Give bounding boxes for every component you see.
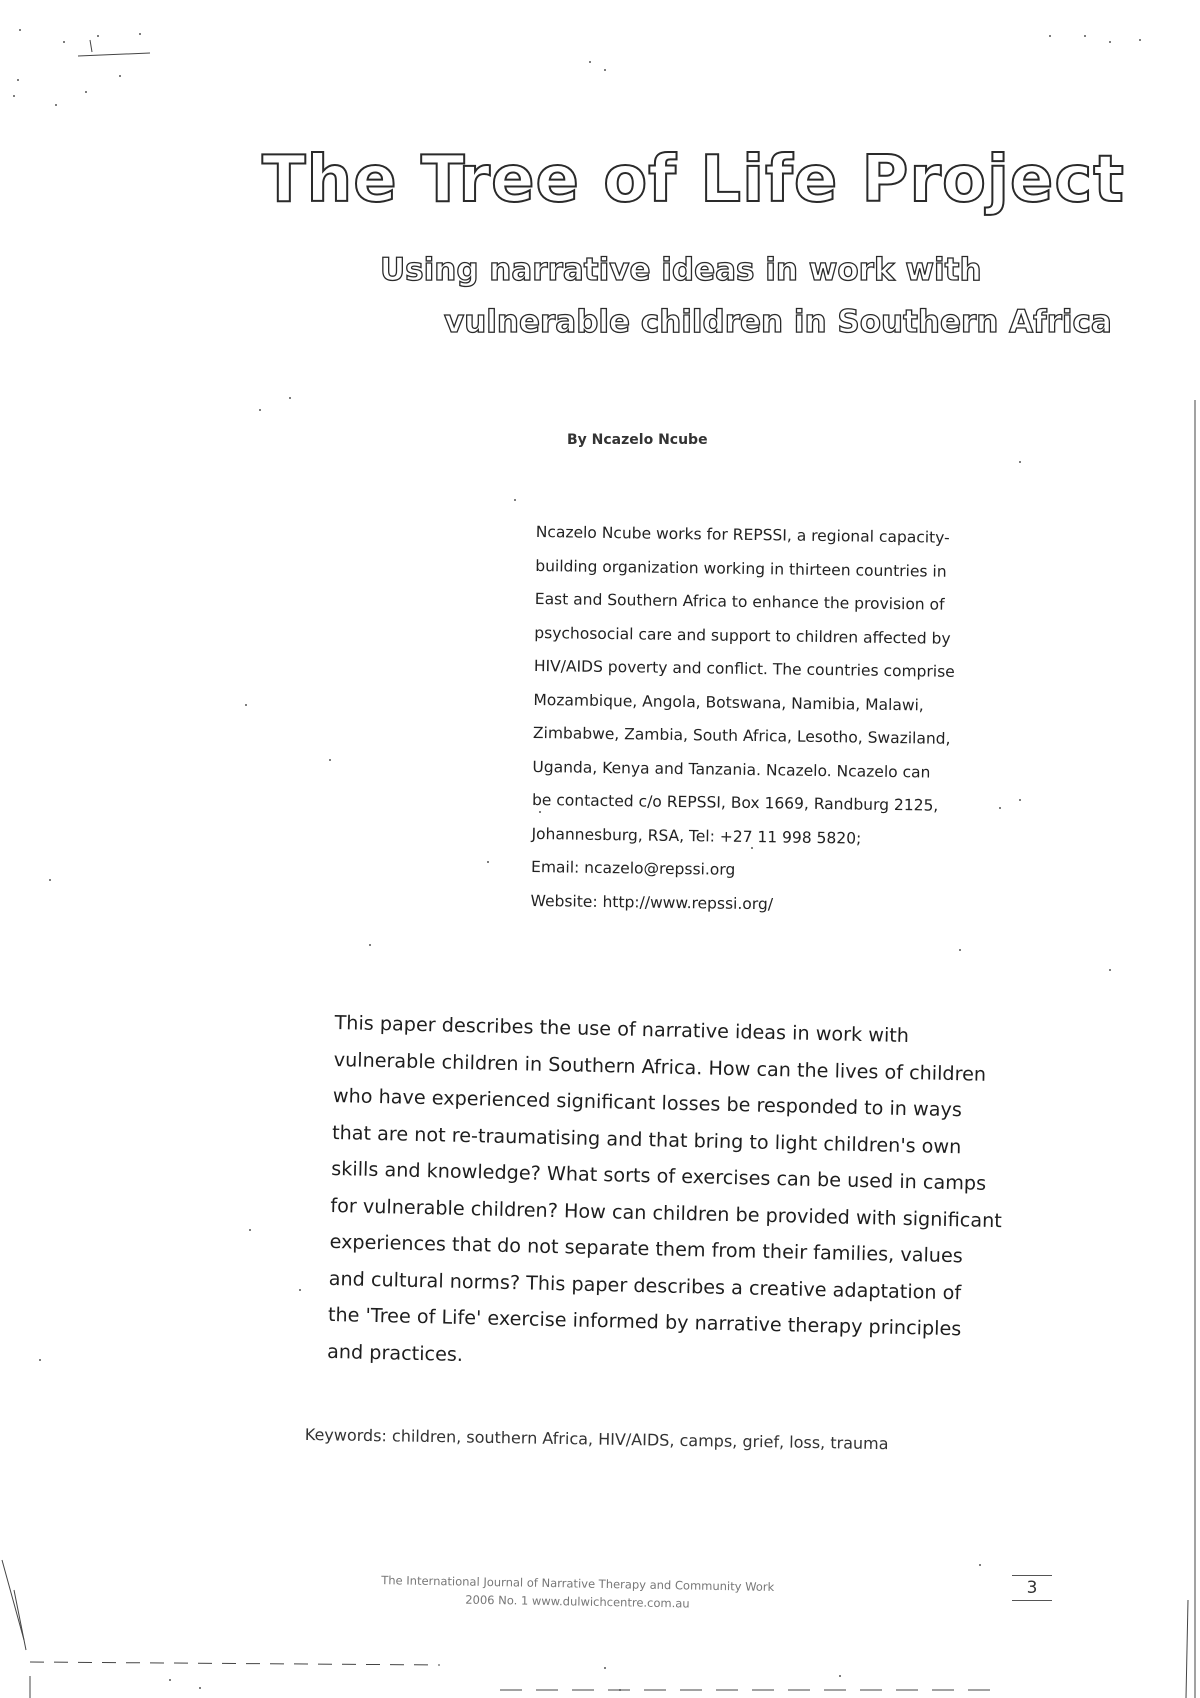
- bio-line: building organization working in thirteen countries in: [535, 556, 947, 581]
- bio-website-line: Website: http://www.repssi.org/: [530, 891, 774, 913]
- abstract: [326, 1005, 1003, 1385]
- author-byline: By Ncazelo Ncube: [567, 432, 708, 448]
- abstract-line: for vulnerable children? How can children be provided with significant: [330, 1193, 1003, 1232]
- bio-line: Uganda, Kenya and Tanzania. Ncazelo. Ncazelo can: [532, 757, 931, 782]
- abstract-line: vulnerable children in Southern Africa. How can the lives of children: [333, 1047, 987, 1086]
- bio-line: be contacted c/o REPSSI, Box 1669, Randburg 2125,: [531, 790, 939, 815]
- abstract-line: skills and knowledge? What sorts of exercises can be used in camps: [331, 1156, 987, 1195]
- footer-journal-name: The International Journal of Narrative Therapy and Community Work: [381, 1573, 775, 1594]
- bio-line: psychosocial care and support to children affected by: [534, 623, 951, 648]
- bio-line: Johannesburg, RSA, Tel: +27 11 998 5820;: [531, 824, 862, 848]
- article-title: The Tree of Life Project: [262, 143, 1125, 217]
- abstract-line: and cultural norms? This paper describes a creative adaptation of: [328, 1266, 962, 1304]
- bio-line: Mozambique, Angola, Botswana, Namibia, Malawi,: [533, 690, 924, 714]
- abstract-line: the 'Tree of Life' exercise informed by narrative therapy principles: [327, 1302, 962, 1341]
- author-bio: [530, 516, 996, 924]
- bio-line: East and Southern Africa to enhance the provision of: [534, 589, 945, 614]
- abstract-line: This paper describes the use of narrative ideas in work with: [334, 1010, 910, 1048]
- abstract-line: that are not re-traumatising and that bring to light children's own: [331, 1120, 962, 1158]
- article-subtitle-line1: Using narrative ideas in work with: [380, 252, 982, 288]
- footer-issue-website: 2006 No. 1 www.dulwichcentre.com.au: [465, 1592, 690, 1611]
- abstract-line: and practices.: [326, 1339, 464, 1366]
- abstract-line: who have experienced significant losses be responded to in ways: [332, 1083, 963, 1122]
- bio-line: Ncazelo Ncube works for REPSSI, a regional capacity-: [535, 522, 950, 547]
- bio-line: HIV/AIDS poverty and conflict. The countries comprise: [533, 656, 955, 681]
- keywords: Keywords: children, southern Africa, HIV/AIDS, camps, grief, loss, trauma: [304, 1425, 889, 1454]
- article-subtitle-line2: vulnerable children in Southern Africa: [444, 304, 1112, 340]
- bio-email-line: Email: ncazelo@repssi.org: [530, 857, 736, 879]
- abstract-line: experiences that do not separate them from their families, values: [329, 1229, 964, 1268]
- page-number: 3: [1012, 1575, 1052, 1601]
- bio-line: Zimbabwe, Zambia, South Africa, Lesotho, Swaziland,: [532, 723, 951, 748]
